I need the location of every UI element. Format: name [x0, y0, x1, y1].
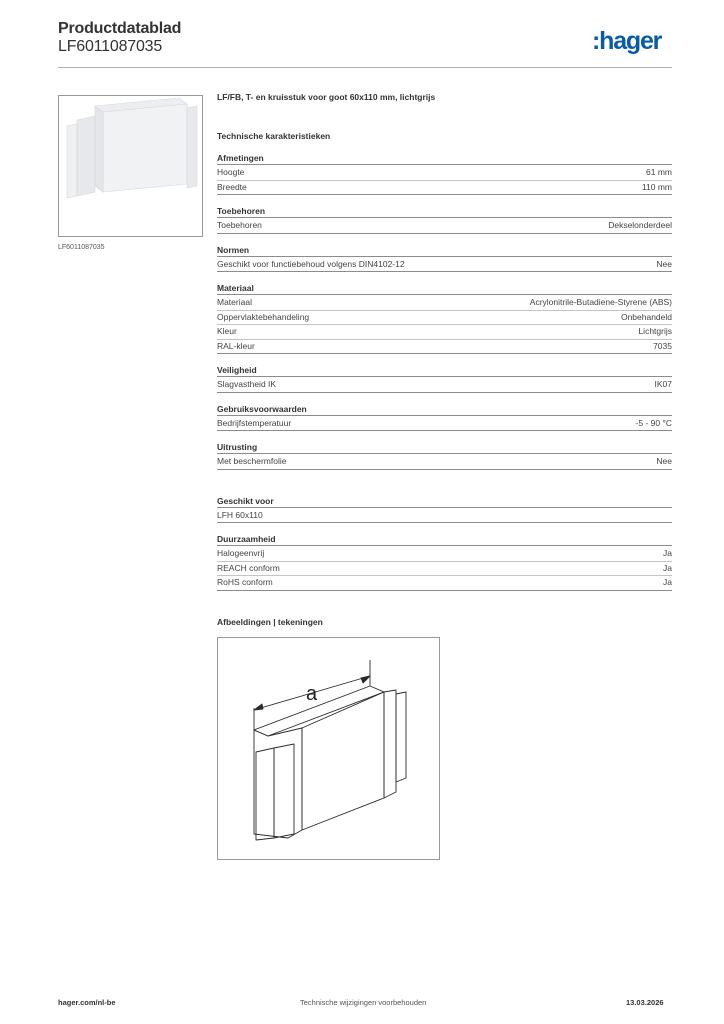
spec-row — [217, 509, 672, 524]
spec-label: Slagvastheid IK — [217, 379, 277, 389]
arrow-right-icon — [361, 676, 370, 683]
spec-value: 61 mm — [646, 167, 672, 177]
spec-value: Ja — [663, 548, 672, 558]
section-materiaal — [217, 282, 672, 354]
section-heading: Duurzaamheid — [217, 533, 672, 546]
product-code: LF6011087035 — [58, 38, 163, 55]
spec-value: 110 mm — [641, 181, 672, 192]
footer-date: 13.03.2026 — [626, 998, 664, 1007]
spec-row — [217, 311, 672, 326]
spec-value: Lichtgrijs — [638, 326, 672, 336]
spec-row — [217, 181, 672, 196]
section-heading: Materiaal — [217, 282, 672, 295]
dimension-label: a — [306, 683, 318, 705]
left-end-cap — [274, 744, 294, 838]
spec-label: Bedrijfstemperatuur — [217, 417, 292, 428]
product-title: LF/FB, T- en kruisstuk voor goot 60x110 mm, lichtgrijs — [217, 92, 436, 102]
section-toebehoren — [217, 205, 672, 234]
section-heading: Normen — [217, 244, 672, 257]
spec-label: Breedte — [217, 181, 247, 192]
left-body — [254, 728, 302, 838]
photo-caption: LF6011087035 — [58, 244, 105, 251]
right-end-cap — [384, 690, 396, 798]
spec-label: Materiaal — [217, 297, 252, 307]
section-heading: Geschikt voor — [217, 495, 672, 508]
footer-notice: Technische wijzigingen voorbehouden — [300, 998, 427, 1007]
section-heading: Afbeeldingen | tekeningen — [217, 616, 323, 627]
spec-label: RoHS conform — [217, 577, 273, 587]
spec-row — [217, 562, 672, 577]
spec-label: REACH conform — [217, 562, 280, 573]
arrow-left-icon — [254, 704, 263, 710]
spec-value: Dekselonderdeel — [608, 220, 672, 230]
spec-value: IK07 — [654, 379, 672, 389]
spec-label: Halogeenvrij — [217, 548, 265, 558]
spec-value: Acrylonitrile-Butadiene-Styrene (ABS) — [529, 297, 672, 307]
section-normen — [217, 244, 672, 273]
spec-row — [217, 576, 672, 591]
technical-drawing — [217, 637, 440, 860]
section-heading: Uitrusting — [217, 441, 672, 454]
section-afmetingen — [217, 152, 672, 195]
section-uitrusting — [217, 441, 672, 470]
tech-heading: Technische karakteristieken — [217, 131, 331, 141]
product-photo — [58, 95, 203, 237]
footer-website-link[interactable]: hager.com/nl-be — [58, 998, 116, 1007]
spec-row — [217, 547, 672, 562]
section-geschikt-voor — [217, 495, 672, 524]
section-heading: Veiligheid — [217, 364, 672, 377]
product-photo-image — [59, 96, 202, 236]
spec-label: RAL-kleur — [217, 340, 255, 351]
spec-row — [217, 455, 672, 470]
section-duurzaamheid — [217, 533, 672, 591]
spec-row — [217, 325, 672, 340]
spec-row — [217, 417, 672, 432]
header-divider — [58, 67, 672, 68]
spec-label: Toebehoren — [217, 220, 262, 230]
spec-value: Ja — [663, 562, 672, 573]
front-face — [302, 692, 384, 830]
spec-label: Met beschermfolie — [217, 456, 287, 466]
page-title: Productdatablad — [58, 20, 182, 37]
hager-logo: :hager — [592, 27, 662, 55]
spec-value: Nee — [656, 258, 672, 269]
spec-value: 7035 — [653, 340, 672, 351]
technical-drawing-svg — [218, 638, 439, 859]
spec-label: Kleur — [217, 326, 237, 336]
spec-value: Onbehandeld — [620, 311, 672, 322]
spec-row — [217, 340, 672, 355]
left-flange — [256, 748, 274, 840]
spec-value: -5 - 90 °C — [635, 417, 672, 428]
spec-label: Geschikt voor functiebehoud volgens DIN4102-12 — [217, 258, 405, 269]
right-flange — [396, 692, 406, 782]
section-heading: Toebehoren — [217, 205, 672, 218]
spec-row — [217, 219, 672, 234]
section-veiligheid — [217, 364, 672, 393]
spec-label: LFH 60x110 — [217, 509, 263, 520]
spec-label: Hoogte — [217, 167, 245, 177]
spec-row — [217, 378, 672, 393]
lid-top — [254, 686, 384, 736]
spec-label: Oppervlaktebehandeling — [217, 311, 310, 322]
spec-row — [217, 296, 672, 311]
section-gebruiksvoorwaarden — [217, 403, 672, 432]
spec-content — [217, 90, 672, 629]
section-heading: Gebruiksvoorwaarden — [217, 403, 672, 416]
spec-value: Ja — [663, 577, 672, 587]
section-heading: Afmetingen — [217, 152, 672, 165]
section-afbeeldingen — [217, 616, 672, 628]
spec-row — [217, 166, 672, 181]
spec-value: Nee — [656, 456, 672, 466]
spec-row — [217, 258, 672, 273]
